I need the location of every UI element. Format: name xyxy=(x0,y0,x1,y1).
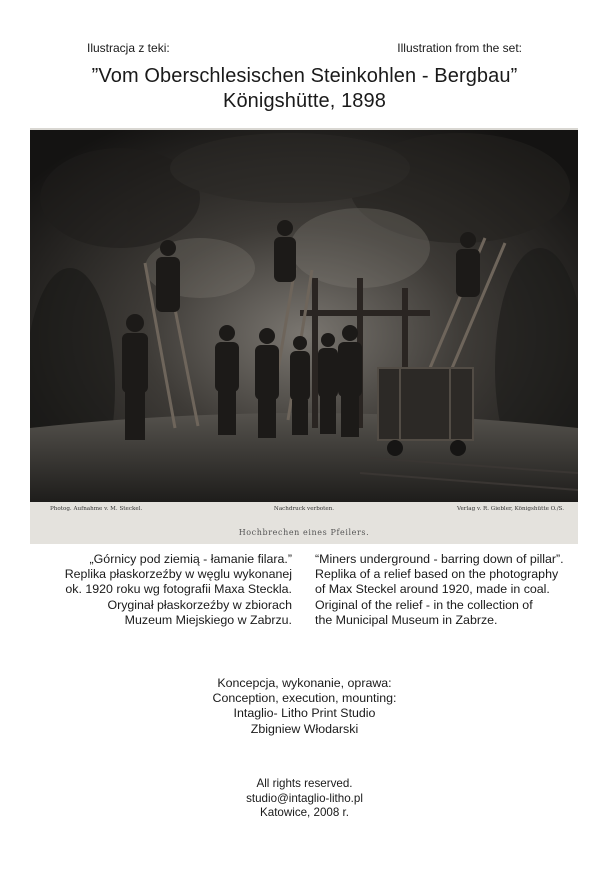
caption-en-line: “Miners underground - barring down of pillar”. xyxy=(315,552,564,566)
source-label-english: Illustration from the set: xyxy=(397,41,522,55)
rights-line: Katowice, 2008 r. xyxy=(260,806,349,819)
photo-credit-right: Verlag v. R. Giebler, Königshütte O./S. xyxy=(456,506,564,512)
caption-polish xyxy=(30,552,292,628)
photo-subtitle: Hochbrechen eines Pfeilers. xyxy=(238,528,370,537)
credits-line: Intaglio- Litho Print Studio xyxy=(233,706,376,721)
rights-line: All rights reserved. xyxy=(256,777,353,790)
caption-pl-line: ok. 1920 roku wg fotografii Maxa Steckla. xyxy=(65,582,292,597)
caption-en-line: the Municipal Museum in Zabrze. xyxy=(315,612,498,627)
title-line-1: ”Vom Oberschlesischen Steinkohlen - Bergbau” xyxy=(91,65,518,87)
caption-english xyxy=(315,552,590,628)
title-line-2: Königshütte, 1898 xyxy=(223,90,386,112)
caption-en-line: Replika of a relief based on the photography xyxy=(315,567,559,582)
credits-line: Conception, execution, mounting: xyxy=(212,691,397,706)
caption-en-line: of Max Steckel around 1920, made in coal. xyxy=(315,582,550,597)
caption-pl-line: „Górnicy pod ziemią - łamanie filara.” xyxy=(89,552,292,566)
photo-credit-left: Photog. Aufnahme v. M. Steckel. xyxy=(50,506,143,512)
caption-pl-line: Muzeum Miejskiego w Zabrzu. xyxy=(124,612,292,627)
page-title xyxy=(0,64,609,114)
credits-line: Zbigniew Włodarski xyxy=(250,721,359,736)
caption-pl-line: Replika płaskorzeźby w węglu wykonanej xyxy=(64,567,292,582)
caption-en-line: Original of the relief - in the collection of xyxy=(315,597,533,612)
credits-block xyxy=(0,676,609,737)
photograph-image xyxy=(30,128,578,544)
historic-photograph-miners xyxy=(30,128,578,544)
rights-block xyxy=(0,777,609,821)
source-label-polish: Ilustracja z teki: xyxy=(87,41,170,55)
contact-email: studio@intaglio-litho.pl xyxy=(246,791,363,805)
credits-line: Koncepcja, wykonanie, oprawa: xyxy=(217,676,392,690)
photo-credit-center: Nachdruck verboten. xyxy=(273,506,335,512)
caption-pl-line: Oryginał płaskorzeźby w zbiorach xyxy=(107,597,292,612)
